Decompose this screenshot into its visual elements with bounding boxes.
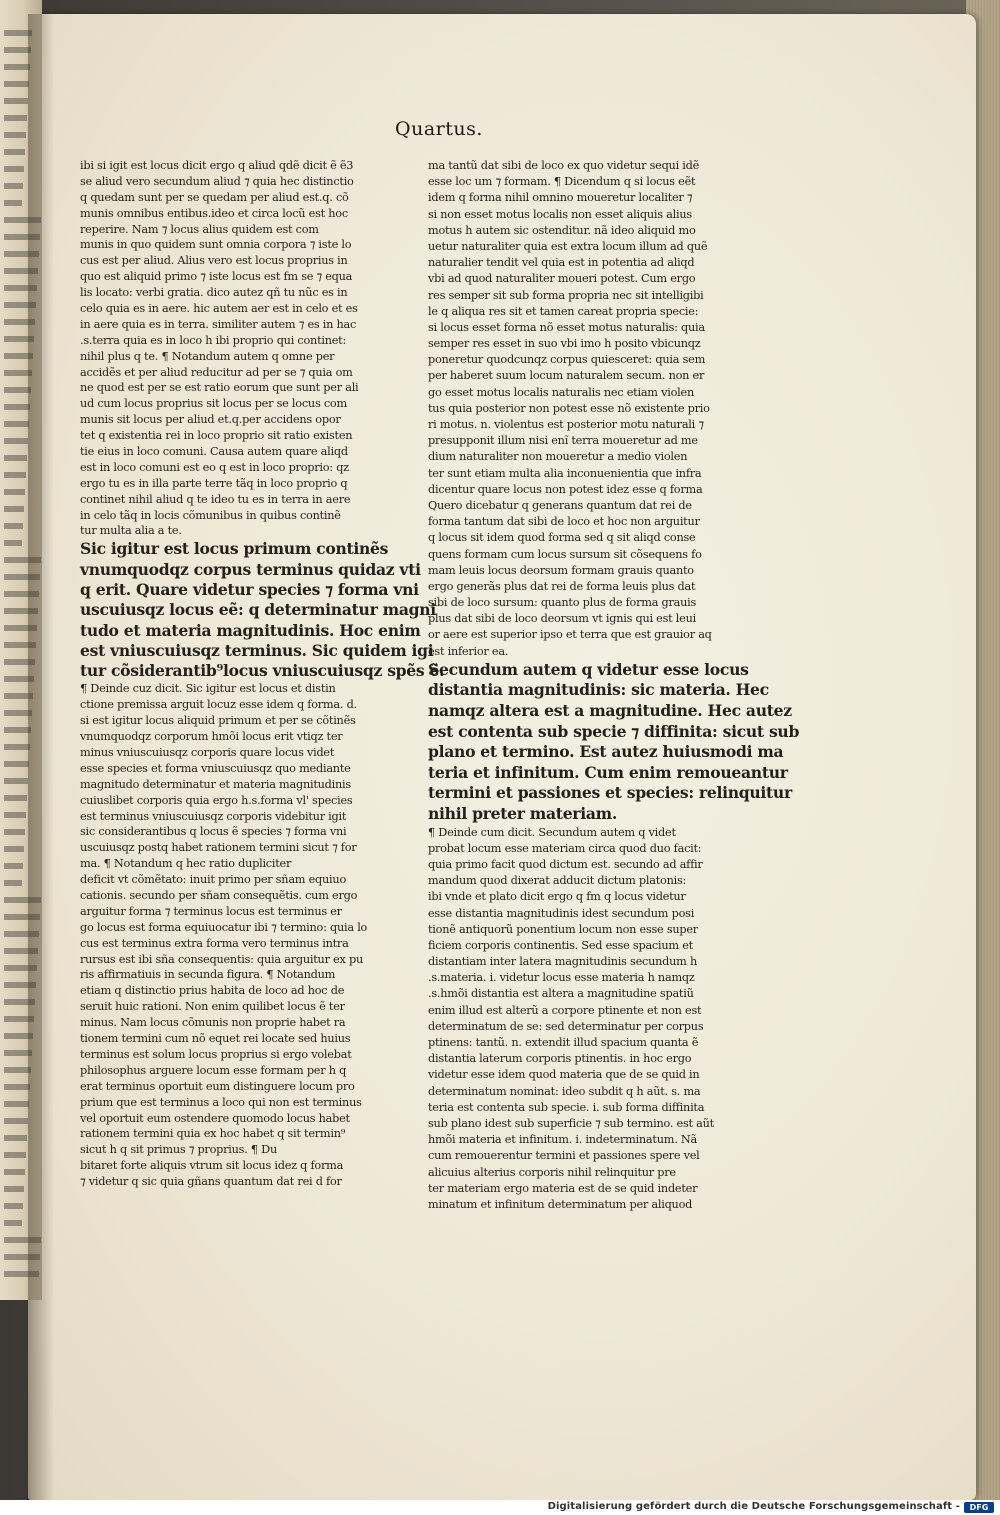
right-column-line: per haberet suum locum naturalem secum. non er (428, 369, 705, 383)
right-column-line: esse distantia magnitudinis idest secundum posi (428, 906, 695, 920)
right-column-line: nihil preter materiam. (428, 803, 617, 823)
bleed-through-mark (4, 149, 25, 155)
right-column-line: ri motus. n. violentus est posterior motu naturali ⁊ (428, 418, 704, 431)
right-column-line: distantiam inter latera magnitudinis secundum h (428, 955, 697, 969)
right-column-line: quia primo facit quod dictum est. secundo ad affir (428, 857, 703, 871)
right-column-line: Quero dicebatur q generans quantum dat rei de (428, 498, 692, 512)
right-column-line: Secundum autem q videtur esse locus (428, 659, 749, 679)
bleed-through-mark (4, 1135, 27, 1141)
bleed-through-mark (4, 1152, 26, 1158)
left-column-line: continet nihil aliud q te ideo tu es in terra in aere (80, 492, 351, 506)
right-column-line: ergo generãs plus dat rei de forma leuis plus dat (428, 579, 696, 593)
right-column-line: si non esset motus localis non esset aliquis alius (428, 207, 692, 221)
left-column-line: rursus est ibi sña consequentis: quia arguitur ex pu (80, 952, 363, 966)
right-column-line: le q aliqua res sit et tamen careat propria specie: (428, 304, 699, 318)
right-column-line: ter materiam ergo materia est de se quid indeter (428, 1181, 698, 1195)
right-column-line: namqz altera est a magnitudine. Hec autez (428, 701, 792, 720)
left-column-line: terminus est solum locus proprius si ergo volebat (80, 1047, 352, 1061)
left-column-line: munis in quo quidem sunt omnia corpora ⁊ iste lo (80, 238, 352, 252)
left-column-line: deficit vt cõmẽtato: inuit primo per sñam equiuo (80, 873, 346, 887)
left-column-line: quo est aliquid primo ⁊ iste locus est fm se ⁊ equa (80, 270, 353, 284)
left-column-line: Sic igitur est locus primum continẽs (80, 539, 389, 559)
left-column-line: se aliud vero secundum aliud ⁊ quia hec distinctio (80, 174, 354, 188)
bleed-through-mark (4, 727, 31, 733)
left-column-line: erat terminus oportuit eum distinguere locum pro (80, 1079, 355, 1093)
bleed-through-mark (4, 829, 25, 835)
left-column-line: seruit huic rationi. Non enim quilibet locus ẽ ter (80, 1000, 345, 1014)
funding-notice: Digitalisierung gefördert durch die Deutsche Forschungsgemeinschaft - (547, 1501, 960, 1512)
text-column-left (80, 158, 445, 1190)
left-column-line: tionem termini cum nõ equet rei locate sed huius (80, 1032, 351, 1046)
right-column-line: dium naturaliter non moueretur a medio violen (428, 450, 688, 464)
left-column-line: est vniuscuiusqz terminus. Sic quidem igi (80, 640, 434, 660)
left-column-line: vnumquodqz corporum hmõi locus erit vtiqz ter (80, 730, 343, 744)
left-column-line: uscuiusqz locus eẽ: q determinatur magni (80, 600, 436, 620)
left-column-line: accidẽs et per aliud reducitur ad per se ⁊ quia om (80, 365, 353, 379)
footer-bar (0, 1500, 1000, 1515)
right-column-line: .s.hmõi distantia est altera a magnitudine spatiũ (428, 987, 694, 1001)
right-column-line: probat locum esse materiam circa quod duo facit: (428, 841, 702, 855)
right-column-line: tionẽ antiquorũ ponentium locum non esse super (428, 922, 698, 936)
right-column-line: minatum et infinitum determinatum per aliquod (428, 1197, 693, 1211)
right-column-line: sub plano idest sub superficie ⁊ sub termino. est aũt (428, 1116, 714, 1130)
right-column-line: ter sunt etiam multa alia inconuenientia que infra (428, 466, 702, 480)
left-column-line: cus est terminus extra forma vero terminus intra (80, 936, 349, 950)
bleed-through-mark (4, 489, 25, 495)
left-column-line: est terminus vniuscuiusqz corporis videbitur igit (80, 809, 347, 823)
bleed-through-mark (4, 183, 23, 189)
right-column-line: enim illud est alterũ a corpore ptinente et non est (428, 1003, 702, 1017)
right-column-line: poneretur quodcunqz corpus quiesceret: quia sem (428, 353, 706, 367)
left-column-line: tet q existentia rei in loco proprio sit ratio existen (80, 429, 353, 443)
left-column-line: etiam q distinctio prius habita de loco ad hoc de (80, 984, 345, 998)
right-column-line: distantia laterum corporis ptinentis. in hoc ergo (428, 1052, 692, 1066)
left-column-line: lis locato: verbi gratia. dico autez qñ tu nũc es in (80, 286, 348, 300)
bleed-through-mark (4, 98, 28, 104)
left-column-line: prium que est terminus a loco qui non est terminus (80, 1095, 362, 1109)
bleed-through-mark (4, 132, 26, 138)
bleed-through-mark (4, 863, 23, 869)
left-column-line: .s.terra quia es in loco h ibi proprio qui continet: (80, 333, 347, 347)
right-column-line: ficiem corporis continentis. Sed esse spacium et (428, 938, 693, 952)
left-column-line: tie eius in loco comuni. Causa autem quare aliqd (80, 445, 348, 459)
text-column-right (428, 158, 800, 1213)
right-column-line: ibi vnde et plato dicit ergo q fm q locus videtur (428, 890, 686, 904)
bleed-through-mark (4, 404, 30, 410)
right-column-line: mam leuis locus deorsum formam grauis quanto (428, 563, 694, 577)
right-column-line: hmõi materia et infinitum. i. indeterminatum. Nã (428, 1133, 697, 1147)
left-column-line: tudo et materia magnitudinis. Hoc enim (80, 620, 421, 640)
right-column-line: dicentur quare locus non potest idez esse q forma (428, 482, 703, 496)
left-column-line: in aere quia es in terra. similiter autem ⁊ es in hac (80, 317, 357, 331)
bleed-through-mark (4, 880, 22, 886)
right-column-line: res semper sit sub forma propria nec sit intelligibi (428, 288, 704, 302)
right-column-line: teria et infinitum. Cum enim remoueantur (428, 762, 788, 782)
right-column-line: naturalier tendit vel quia est in potentia ad aliqd (428, 256, 695, 270)
left-column-line: ctione premissa arguit locuz esse idem q forma. d. (80, 698, 357, 712)
left-column-line: ⁊ videtur q sic quia gñans quantum dat rei d for (80, 1175, 342, 1189)
left-column-line: munis omnibus entibus.ideo et circa locũ est hoc (80, 206, 348, 220)
left-column-line: vel oportuit eum ostendere quomodo locus habet (80, 1111, 350, 1125)
left-column-line: minus. Nam locus cõmunis non proprie habet ra (80, 1016, 346, 1030)
bleed-through-mark (4, 795, 27, 801)
left-column-line: sic considerantibus q locus ẽ species ⁊ forma vni (80, 825, 347, 839)
bleed-through-mark (4, 64, 30, 70)
right-column-line: ¶ Deinde cum dicit. Secundum autem q videt (428, 825, 676, 839)
bleed-through-mark (4, 812, 26, 818)
right-column-line: uetur naturaliter quia est extra locum illum ad quẽ (428, 239, 708, 253)
bleed-through-mark (4, 47, 31, 53)
left-column-line: si est igitur locus aliquid primum et per se cõtinẽs (80, 714, 356, 728)
bleed-through-mark (4, 846, 24, 852)
left-column-line: ud cum locus proprius sit locus per se locus com (80, 397, 347, 411)
right-column-line: quens formam cum locus sursum sit cõsequens fo (428, 547, 702, 561)
bleed-through-mark (4, 1186, 24, 1192)
bleed-through-mark (4, 1169, 25, 1175)
bleed-through-mark (4, 438, 28, 444)
left-column-line: rationem termini quia ex hoc habet q sit termin⁹ (80, 1127, 346, 1141)
right-column-line: q locus sit idem quod forma sed q sit aliqd conse (428, 531, 696, 545)
left-column-line: minus vniuscuiusqz corporis quare locus videt (80, 746, 335, 760)
right-column-line: ma tantũ dat sibi de loco ex quo videtur sequi idẽ (428, 159, 700, 172)
bleed-through-mark (4, 472, 26, 478)
right-column-line: tus quia posterior non potest esse nõ existente prio (428, 401, 710, 415)
bleed-through-mark (4, 506, 24, 512)
right-column-line: plano et termino. Est autez huiusmodi ma (428, 742, 784, 762)
bleed-through-mark (4, 523, 23, 529)
right-column-line: or aere est superior ipso et terra que est grauior aq (428, 628, 712, 642)
left-column-line: ma. ¶ Notandum q hec ratio dupliciter (80, 857, 292, 871)
right-column-line: teria est contenta sub specie. i. sub forma diffinita (428, 1100, 705, 1114)
right-column-line: plus dat sibi de loco deorsum vt ignis qui est leui (428, 612, 696, 626)
right-column-line: est inferior ea. (428, 644, 509, 658)
bleed-through-mark (4, 166, 24, 172)
left-column-line: ibi si igit est locus dicit ergo q aliud qdẽ dicit ẽ ẽ3 (80, 159, 354, 172)
left-column-line: ris affirmatiuis in secunda figura. ¶ Notandum (80, 968, 336, 982)
left-column-line: cuiuslibet corporis quia ergo h.s.forma vl' species (80, 793, 353, 807)
bleed-through-mark (4, 1118, 28, 1124)
left-column-line: philosophus arguere locum esse formam per h q (80, 1063, 347, 1077)
right-column-line: determinatum nominat: ideo subdit q h aũt. s. ma (428, 1084, 701, 1098)
right-column-line: videtur esse idem quod materia que de se quid in (428, 1068, 700, 1082)
left-column-line: est in loco comuni est eo q est in loco proprio: qz (80, 460, 349, 474)
right-column-line: forma tantum dat sibi de loco et hoc non arguitur (428, 515, 700, 529)
left-column-line: sicut h q sit primus ⁊ proprius. ¶ Du (80, 1143, 277, 1157)
left-column-line: go locus est forma equiuocatur ibi ⁊ termino: quia lo (80, 920, 368, 934)
bleed-through-mark (4, 1067, 31, 1073)
bleed-through-mark (4, 1101, 29, 1107)
bleed-through-mark (4, 455, 27, 461)
left-column-line: tur cõsiderantib⁹locus vniuscuiusqz spẽs ẽ. (80, 661, 445, 681)
left-column-line: vnumquodqz corpus terminus quidaz vti (80, 559, 421, 579)
bleed-through-mark (4, 115, 27, 121)
left-column-line: q erit. Quare videtur species ⁊ forma vni (80, 579, 419, 599)
right-column-line: est contenta sub specie ⁊ diffinita: sicut sub (428, 721, 800, 741)
right-column-line: termini et passiones et species: relinquitur (428, 783, 792, 803)
bleed-through-mark (4, 387, 31, 393)
left-column-line: munis sit locus per aliud et.q.per accidens opor (80, 413, 341, 427)
right-column-line: si locus esset forma nõ esset motus naturalis: quia (428, 320, 705, 334)
bleed-through-mark (4, 81, 29, 87)
right-column-line: idem q forma nihil omnino moueretur localiter ⁊ (428, 191, 693, 205)
right-column-line: determinatum de se: sed determinatur per corpus (428, 1019, 704, 1033)
bleed-through-mark (4, 778, 28, 784)
right-column-line: presupponit illum nisi enĩ terra moueretur ad me (428, 434, 698, 448)
left-column-line: esse species et forma vniuscuiusqz quo mediante (80, 761, 351, 775)
right-column-line: sibi de loco sursum: quanto plus de forma grauis (428, 596, 697, 610)
right-column-line: alicuius alterius corporis nihil relinquitur pre (428, 1165, 676, 1179)
left-column-line: tur multa alia a te. (80, 524, 182, 538)
left-column-line: q quedam sunt per se quedam per aliud est.q. cõ (80, 190, 349, 204)
left-column-line: reperire. Nam ⁊ locus alius quidem est com (80, 222, 319, 236)
left-column-line: bitaret forte aliquis vtrum sit locus idez q forma (80, 1159, 344, 1173)
gutter-shadow (28, 14, 54, 1500)
right-column-line: mandum quod dixerat adducit dictum platonis: (428, 874, 687, 888)
left-column-line: ne quod est per se est ratio eorum que sunt per ali (80, 381, 359, 395)
bleed-through-mark (4, 1084, 30, 1090)
right-column-line: ptinens: tantũ. n. extendit illud spacium quanta ẽ (428, 1036, 699, 1049)
right-column-line: motus h autem sic ostenditur. nã ideo aliquid mo (428, 223, 696, 237)
bleed-through-mark (4, 761, 29, 767)
right-column-line: semper res esset in suo vbi imo h posito vbicunqz (428, 337, 701, 351)
right-column-line: distantia magnitudinis: sic materia. Hec (428, 680, 769, 700)
right-column-line: cum remouerentur termini et passiones spere vel (428, 1149, 700, 1163)
bleed-through-mark (4, 540, 22, 546)
left-column-line: cationis. secundo per sñam consequẽtis. cum ergo (80, 889, 358, 903)
left-column-line: cus est per aliud. Alius vero est locus proprius in (80, 254, 348, 268)
left-column-line: ¶ Deinde cuz dicit. Sic igitur est locus et distin (80, 682, 336, 696)
dfg-logo: DFG (964, 1502, 994, 1513)
right-column-line: go esset motus localis naturalis nec etiam violen (428, 385, 694, 399)
bleed-through-mark (4, 200, 22, 206)
left-column-line: celo quia es in aere. hic autem aer est in celo et es (80, 302, 358, 316)
bleed-through-mark (4, 1220, 22, 1226)
bleed-through-mark (4, 1203, 23, 1209)
left-column-line: nihil plus q te. ¶ Notandum autem q omne per (80, 349, 335, 363)
bleed-through-mark (4, 421, 29, 427)
right-column-line: .s.materia. i. videtur locus esse materia h namqz (428, 971, 695, 985)
left-column-line: magnitudo determinatur et materia magnitudinis (80, 777, 351, 791)
right-column-line: esse loc um ⁊ formam. ¶ Dicendum q si locus eẽt (428, 175, 696, 189)
bleed-through-mark (4, 744, 30, 750)
left-column-line: uscuiusqz postq habet rationem termini sicut ⁊ for (80, 841, 357, 855)
right-column-line: vbi ad quod naturaliter moueri potest. Cum ergo (428, 272, 696, 286)
running-head: Quartus. (395, 118, 483, 140)
left-column-line: ergo tu es in illa parte terre tãq in loco proprio q (80, 476, 348, 490)
left-column-line: in celo tãq in locis cõmunibus in quibus continẽ (80, 508, 341, 522)
left-column-line: arguitur forma ⁊ terminus locus est terminus er (80, 904, 342, 918)
